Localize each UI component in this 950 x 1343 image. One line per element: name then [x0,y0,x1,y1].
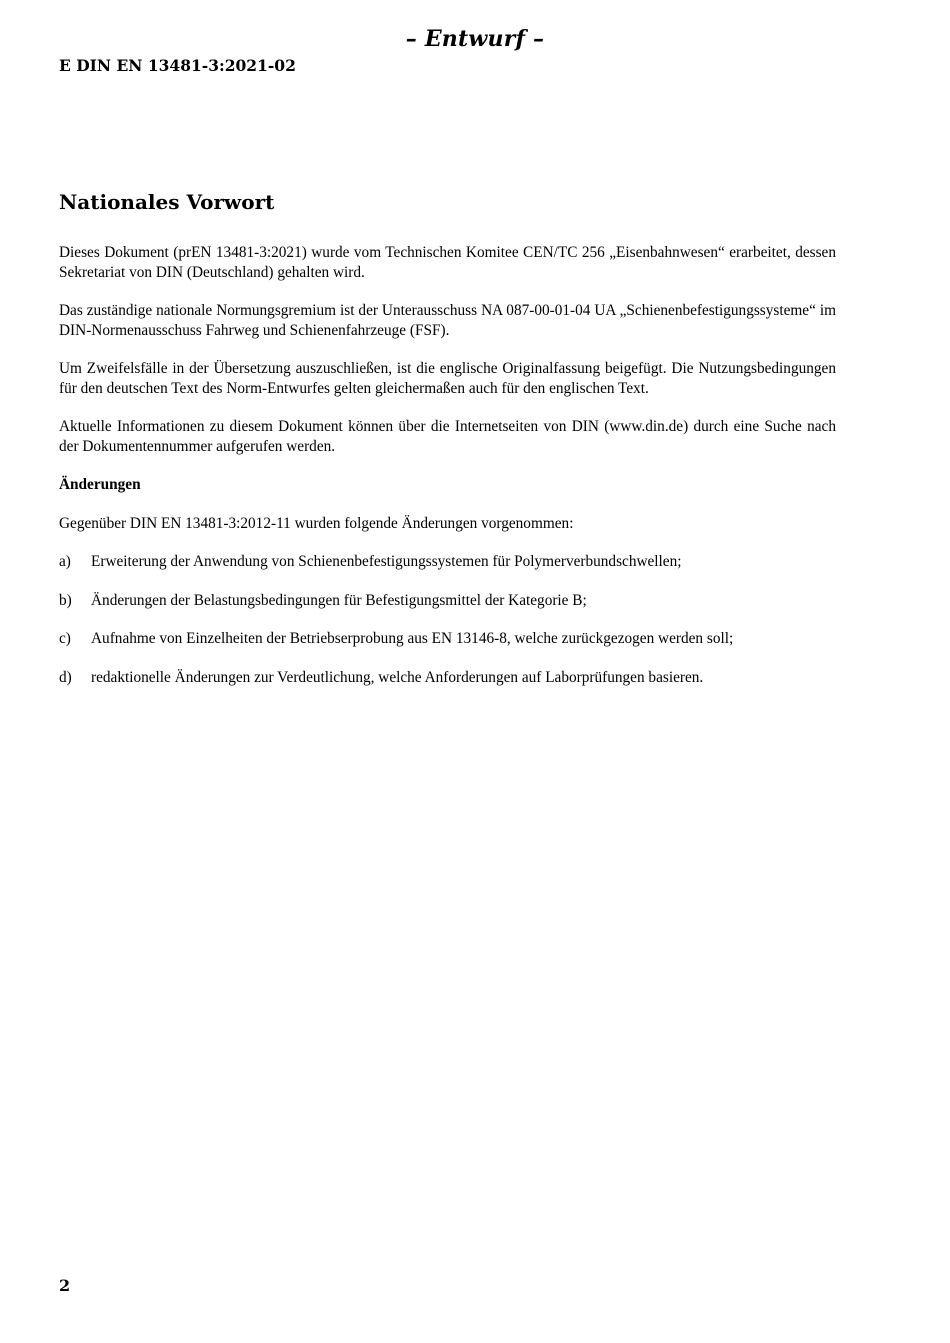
draft-watermark: – Entwurf – [405,26,545,52]
list-item-text: Aufnahme von Einzelheiten der Betriebserprobung aus EN 13146-8, welche zurückgezogen werden soll; [91,630,734,647]
paragraph-translation: Um Zweifelsfälle in der Übersetzung auszuschließen, ist die englische Originalfassung beigefügt. Die Nutzungsbedingungen für den deutschen Text des Norm-Entwurfes gelten gleichermaßen auch für den englischen Text. [59,360,836,397]
list-item [59,629,836,649]
list-marker: d) [59,668,72,686]
list-item [59,668,836,688]
list-item-text: Änderungen der Belastungsbedingungen für Befestigungsmittel der Kategorie B; [91,591,587,609]
list-marker: b) [59,591,72,609]
changes-intro: Gegenüber DIN EN 13481-3:2012-11 wurden folgende Änderungen vorgenommen: [59,514,574,532]
paragraph-national-body: Das zuständige nationale Normungsgremium ist der Unterausschuss NA 087-00-01-04 UA „Schienenbefestigungssysteme“ im DIN-Normenausschuss Fahrweg und Schienenfahrzeuge (FSF). [59,302,836,339]
list-item-text: redaktionelle Änderungen zur Verdeutlichung, welche Anforderungen auf Laborprüfungen basieren. [91,668,704,686]
document-id: E DIN EN 13481-3:2021-02 [59,56,296,75]
changes-heading: Änderungen [59,476,141,493]
page-number: 2 [59,1276,71,1295]
document-body [59,187,836,706]
changes-list [59,552,836,687]
paragraph-committee: Dieses Dokument (prEN 13481-3:2021) wurde vom Technischen Komitee CEN/TC 256 „Eisenbahnwesen“ erarbeitet, dessen Sekretariat von DIN (Deutschland) gehalten wird. [59,244,836,281]
paragraph-information: Aktuelle Informationen zu diesem Dokument können über die Internetseiten von DIN (www.din.de) durch eine Suche nach der Dokumentennummer aufgerufen werden. [59,418,836,455]
list-item [59,552,836,572]
list-item [59,591,836,611]
list-item-text: Erweiterung der Anwendung von Schienenbefestigungssystemen für Polymerverbundschwellen; [91,553,682,570]
section-title: Nationales Vorwort [59,190,275,214]
list-marker: a) [59,553,71,570]
list-marker: c) [59,630,71,647]
